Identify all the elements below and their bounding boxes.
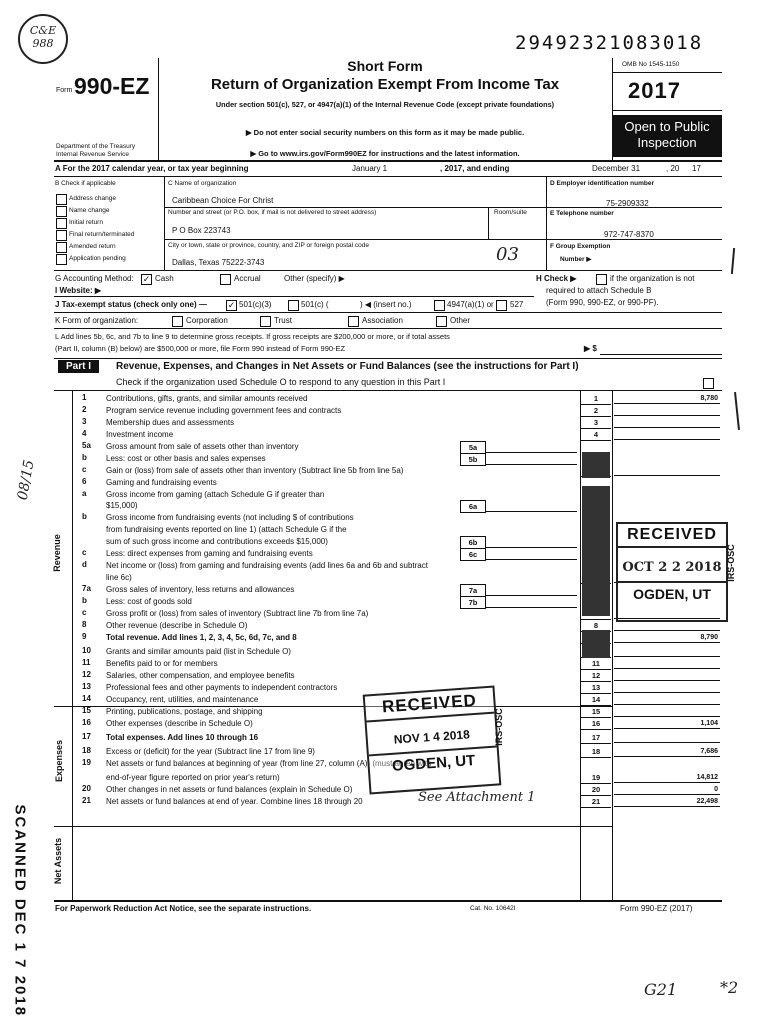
line-number: 3 — [82, 417, 87, 426]
inner-line-box: 6c — [460, 548, 486, 561]
final-return-checkbox[interactable] — [56, 230, 67, 241]
omb-number: OMB No 1545-1150 — [622, 61, 680, 68]
line-row — [54, 500, 722, 512]
line-box-number: 12 — [581, 670, 611, 682]
line-h-label: H Check ▶ — [536, 274, 577, 283]
irs-label: Internal Revenue Service — [56, 151, 129, 158]
line-number: 19 — [82, 758, 91, 767]
inner-line-box: 5a — [460, 441, 486, 454]
footer-form-id: Form 990-EZ (2017) — [620, 904, 693, 913]
other-org-label: Other — [450, 316, 471, 325]
open-to-public-badge — [612, 115, 722, 157]
line-number: c — [82, 465, 87, 474]
initial-return-checkbox[interactable] — [56, 218, 67, 229]
line-number: b — [82, 512, 87, 521]
line-description: Gross income from fundraising events (not including $ of contributions — [106, 513, 354, 522]
initial-return-label: Initial return — [69, 219, 103, 226]
line-description: Gross profit or (loss) from sales of inventory (Subtract line 7b from line 7a) — [106, 609, 369, 618]
tax-year-end-year: 17 — [692, 164, 701, 173]
line-row — [54, 465, 722, 477]
4947-label: 4947(a)(1) or — [447, 300, 494, 309]
line-l-arrow: ▶ $ — [584, 344, 597, 353]
tax-year-end: December 31 — [592, 164, 641, 173]
line-number: 4 — [82, 429, 87, 438]
schedule-b-checkbox[interactable] — [596, 274, 607, 285]
line-number: b — [82, 453, 87, 462]
line-amount-field[interactable] — [614, 646, 720, 657]
line-amount-field[interactable]: 14,812 — [614, 772, 720, 783]
name-change-checkbox[interactable] — [56, 206, 67, 217]
application-pending-checkbox[interactable] — [56, 254, 67, 265]
line-description: Investment income — [106, 430, 174, 439]
line-box-number: 2 — [581, 405, 611, 417]
line-description: Other revenue (describe in Schedule O) — [106, 621, 248, 630]
line-number: 7a — [82, 584, 91, 593]
line-number: 15 — [82, 706, 91, 715]
part-1-title: Revenue, Expenses, and Changes in Net Assets or Fund Balances (see the instructions for Part I) — [116, 361, 579, 372]
line-row — [54, 417, 722, 429]
line-description: Membership dues and assessments — [106, 418, 235, 427]
street-address: P O Box 223743 — [172, 226, 231, 235]
line-description: Net assets or fund balances at end of year. Combine lines 18 through 20 — [106, 797, 363, 806]
line-amount-field[interactable]: 8,790 — [614, 632, 720, 643]
footer-cat-number: Cat. No. 10642I — [470, 905, 516, 912]
line-amount-field[interactable] — [614, 658, 720, 669]
line-amount-field[interactable] — [614, 706, 720, 717]
line-description: sum of such gross income and contributions exceeds $15,000) — [106, 537, 328, 546]
501c3-checkbox[interactable]: ✓ — [227, 300, 236, 310]
line-amount-field[interactable]: 1,104 — [614, 718, 720, 729]
website-label: I Website: ▶ — [55, 286, 102, 295]
527-label: 527 — [510, 300, 524, 309]
line-description: Gross sales of inventory, less returns and allowances — [106, 585, 295, 594]
line-row — [54, 632, 722, 644]
line-a-label: A For the 2017 calendar year, or tax year beginning — [55, 164, 249, 173]
shaded-column-6 — [582, 486, 610, 616]
insert-no-label: ) ◀ (insert no.) — [360, 300, 412, 309]
527-checkbox[interactable] — [496, 300, 507, 311]
form-title: Return of Organization Exempt From Income Tax — [210, 76, 560, 93]
received-stamp-nov-date: NOV 1 4 2018 — [393, 727, 471, 747]
received-stamp-nov-title: RECEIVED — [365, 688, 495, 723]
line-number: 17 — [82, 732, 91, 741]
line-number: 2 — [82, 405, 87, 414]
section-b-title: B Check if applicable — [55, 180, 116, 187]
inner-line-box: 5b — [460, 453, 486, 466]
city-state-zip: Dallas, Texas 75222-3743 — [172, 258, 265, 267]
handwritten-code: 03 — [496, 244, 519, 265]
department-label: Department of the Treasury — [56, 143, 136, 150]
line-description: Contributions, gifts, grants, and similar amounts received — [106, 394, 308, 403]
association-label: Association — [362, 316, 403, 325]
instructions-notice: ▶ Go to www.irs.gov/Form990EZ for instructions and the latest information. — [250, 149, 520, 158]
line-h-text-3: (Form 990, 990-EZ, or 990-PF). — [546, 298, 659, 307]
line-number: 11 — [82, 658, 91, 667]
handwritten-bottom-note-2: *2 — [720, 978, 739, 997]
line-description: Less: cost of goods sold — [106, 597, 192, 606]
name-change-label: Name change — [69, 207, 110, 214]
line-number: 20 — [82, 784, 91, 793]
short-form-label: Short Form — [347, 58, 423, 74]
line-amount-field[interactable]: 22,498 — [614, 796, 720, 807]
line-description: Gross income from gaming (attach Schedule G if greater than — [106, 490, 325, 499]
phone-value: 972-747-8370 — [604, 230, 654, 239]
line-number: 8 — [82, 620, 87, 629]
line-description: Gaming and fundraising events — [106, 478, 217, 487]
line-amount-field[interactable] — [614, 465, 720, 476]
line-description: Less: cost or other basis and sales expenses — [106, 454, 266, 463]
handwritten-attachment-note: See Attachment 1 — [418, 790, 536, 805]
street-label: Number and street (or P.O. box, if mail is not delivered to street address) — [168, 209, 377, 216]
line-description: Professional fees and other payments to independent contractors — [106, 683, 338, 692]
line-number: 18 — [82, 746, 91, 755]
tax-year-end-sep: , 20 — [666, 164, 680, 173]
handwritten-margin-note: 08/15 — [14, 458, 38, 502]
received-stamp-nov-side: IRS-OSC — [493, 708, 504, 746]
part-1-schedule-o-checkbox[interactable] — [703, 378, 714, 389]
corporation-label: Corporation — [186, 316, 228, 325]
4947-checkbox[interactable] — [434, 300, 445, 311]
line-a-mid: , 2017, and ending — [440, 164, 510, 173]
trust-checkbox[interactable] — [260, 316, 271, 327]
line-number: c — [82, 608, 87, 617]
tax-exempt-status-label: J Tax-exempt status (check only one) — — [55, 300, 207, 309]
received-stamp-nov-place: OGDEN, UT — [369, 746, 498, 777]
501c-checkbox[interactable] — [288, 300, 299, 311]
line-box-number: 21 — [581, 796, 611, 808]
line-box-number: 15 — [581, 706, 611, 718]
line-description: Other expenses (describe in Schedule O) — [106, 719, 253, 728]
line-description: Gain or (loss) from sale of assets other than inventory (Subtract line 5b from line 5a) — [106, 466, 404, 475]
line-box-number: 3 — [581, 417, 611, 429]
line-number: 16 — [82, 718, 91, 727]
org-name: Caribbean Choice For Christ — [172, 196, 274, 205]
final-return-label: Final return/terminated — [69, 231, 135, 238]
group-exemption-label: F Group Exemption — [550, 243, 611, 250]
amended-return-checkbox[interactable] — [56, 242, 67, 253]
inner-line-box: 7a — [460, 584, 486, 597]
ein-value: 75-2909332 — [606, 199, 649, 208]
line-row — [54, 441, 722, 453]
line-number: 13 — [82, 682, 91, 691]
line-amount-field[interactable] — [614, 682, 720, 693]
line-description: Printing, publications, postage, and shipping — [106, 707, 263, 716]
corner-stamp — [18, 14, 68, 64]
margin-pen-mark — [731, 248, 735, 274]
cash-label: Cash — [155, 274, 174, 283]
line-l-text-1: L Add lines 5b, 6c, and 7b to line 9 to determine gross receipts. If gross receipts are $200,000 or more, or if total assets — [55, 332, 450, 341]
city-label: City or town, state or province, country, and ZIP or foreign postal code — [168, 242, 369, 249]
line-description: line 6c) — [106, 573, 132, 582]
shaded-inner-5 — [582, 452, 610, 478]
line-description: end-of-year figure reported on prior year's return) — [106, 773, 280, 782]
form-of-org-label: K Form of organization: — [55, 316, 139, 325]
line-number: c — [82, 548, 87, 557]
form-label: Form — [56, 87, 73, 94]
room-suite-label: Room/suite — [494, 209, 527, 216]
line-box-number: 11 — [581, 658, 611, 670]
corner-stamp-text: C&E 988 — [29, 24, 57, 50]
line-amount-field[interactable] — [614, 417, 720, 428]
line-h-text-2: required to attach Schedule B — [546, 286, 652, 295]
line-number: b — [82, 596, 87, 605]
trust-label: Trust — [274, 316, 292, 325]
line-description: Other changes in net assets or fund balances (explain in Schedule O) — [106, 785, 353, 794]
received-stamp-oct-date: OCT 2 2 2018 — [622, 560, 722, 575]
line-number: 12 — [82, 670, 91, 679]
line-l-text-2: (Part II, column (B) below) are $500,000 or more, file Form 990 instead of Form 990-EZ — [55, 344, 346, 353]
line-box-number: 13 — [581, 682, 611, 694]
line-description: Occupancy, rent, utilities, and maintenance — [106, 695, 259, 704]
line-amount-field[interactable]: 8,780 — [614, 393, 720, 404]
line-row — [54, 646, 722, 658]
address-change-label: Address change — [69, 195, 116, 202]
line-box-number: 16 — [581, 718, 611, 730]
line-amount-field[interactable] — [614, 405, 720, 416]
part-1-schedule-o-text: Check if the organization used Schedule O to respond to any question in this Part I — [116, 377, 446, 387]
org-name-label: C Name of organization — [168, 180, 237, 187]
inner-line-box: 6b — [460, 536, 486, 549]
footer-paperwork-notice: For Paperwork Reduction Act Notice, see the separate instructions. — [55, 904, 312, 913]
other-org-checkbox[interactable] — [436, 316, 447, 327]
line-description: Benefits paid to or for members — [106, 659, 218, 668]
line-box-number: 17 — [581, 732, 611, 744]
cash-checkbox[interactable]: ✓ — [142, 274, 151, 284]
received-stamp-oct-side: IRS-OSC — [725, 544, 736, 582]
line-box-number: 18 — [581, 746, 611, 758]
line-number: 5a — [82, 441, 91, 450]
line-description: Gross amount from sale of assets other than inventory — [106, 442, 299, 451]
phone-label: E Telephone number — [550, 210, 614, 217]
line-number: 6 — [82, 477, 87, 486]
received-stamp-oct-title: RECEIVED — [618, 524, 726, 548]
line-row — [54, 453, 722, 465]
line-description: from fundraising events reported on line 1) (attach Schedule G if the — [106, 525, 347, 534]
part-1-tag: Part I — [58, 360, 99, 373]
line-row — [54, 405, 722, 417]
line-description: Salaries, other compensation, and employee benefits — [106, 671, 295, 680]
line-number: 14 — [82, 694, 91, 703]
group-exemption-number-label: Number ▶ — [560, 256, 592, 263]
line-row — [54, 670, 722, 682]
line-description: Less: direct expenses from gaming and fundraising events — [106, 549, 313, 558]
ssn-notice: ▶ Do not enter social security numbers on this form as it may be made public. — [245, 128, 525, 137]
501c-label: 501(c) ( — [301, 300, 329, 309]
open-to-public-text: Open to Public Inspection — [624, 119, 710, 150]
line-amount-field[interactable]: 0 — [614, 784, 720, 795]
expenses-side-label: Expenses — [54, 739, 65, 783]
received-stamp-nov — [363, 686, 502, 795]
inner-line-box: 6a — [460, 500, 486, 513]
line-number: 10 — [82, 646, 91, 655]
margin-pen-mark-2 — [734, 392, 740, 430]
line-amount-field[interactable] — [614, 694, 720, 705]
line-box-number: 4 — [581, 429, 611, 441]
line-number: a — [82, 489, 87, 498]
accounting-method-label: G Accounting Method: — [55, 274, 134, 283]
handwritten-bottom-note-1: G21 — [644, 980, 678, 999]
line-box-number: 14 — [581, 694, 611, 706]
line-description: Net assets or fund balances at beginning of year (from line 27, column (A)) (must agree with — [106, 759, 432, 768]
line-row — [54, 429, 722, 441]
accrual-label: Accrual — [234, 274, 261, 283]
line-amount-field[interactable]: 7,686 — [614, 746, 720, 757]
received-stamp-oct — [616, 522, 728, 622]
line-row — [54, 796, 722, 808]
line-box-number: 20 — [581, 784, 611, 796]
line-description: Total expenses. Add lines 10 through 16 — [106, 733, 259, 742]
line-amount-field[interactable] — [614, 732, 720, 743]
address-change-checkbox[interactable] — [56, 194, 67, 205]
line-row — [54, 477, 722, 489]
net-assets-side-label: Net Assets — [53, 837, 64, 885]
application-pending-label: Application pending — [69, 255, 126, 262]
501c3-label: 501(c)(3) — [239, 300, 272, 309]
form-number: 990-EZ — [74, 73, 150, 99]
line-box-number: 8 — [581, 620, 611, 632]
line-amount-field[interactable] — [614, 670, 720, 681]
line-number: 1 — [82, 393, 87, 402]
line-box-number: 1 — [581, 393, 611, 405]
inner-line-box: 7b — [460, 596, 486, 609]
line-number: 9 — [82, 632, 87, 641]
accrual-checkbox[interactable] — [220, 274, 231, 285]
line-amount-field[interactable] — [614, 429, 720, 440]
revenue-side-label: Revenue — [51, 534, 62, 572]
corporation-checkbox[interactable] — [172, 316, 183, 327]
line-h-text: if the organization is not — [610, 274, 695, 283]
scanned-stamp: SCANNED DEC 1 7 2018 — [11, 804, 29, 1018]
other-method-label: Other (specify) ▶ — [284, 274, 345, 283]
line-row — [54, 658, 722, 670]
line-description: Program service revenue including government fees and contracts — [106, 406, 342, 415]
line-number: d — [82, 560, 87, 569]
line-description: $15,000) — [106, 501, 138, 510]
line-row — [54, 393, 722, 405]
line-description: Grants and similar amounts paid (list in Schedule O) — [106, 647, 291, 656]
document-locator-number: 29492321083018 — [515, 32, 704, 54]
amended-return-label: Amended return — [69, 243, 116, 250]
association-checkbox[interactable] — [348, 316, 359, 327]
line-description: Total revenue. Add lines 1, 2, 3, 4, 5c, 6d, 7c, and 8 — [106, 633, 297, 642]
received-stamp-oct-place: OGDEN, UT — [618, 581, 726, 602]
tax-year-begin: January 1 — [352, 164, 388, 173]
form-subtitle: Under section 501(c), 527, or 4947(a)(1) of the Internal Revenue Code (except private foundations) — [215, 100, 555, 109]
tax-year: 2017 — [628, 78, 681, 103]
line-number: 21 — [82, 796, 91, 805]
line-box-number: 19 — [581, 772, 611, 784]
line-description: Net income or (loss) from gaming and fundraising events (add lines 6a and 6b and subtract — [106, 561, 428, 570]
shaded-inner-7 — [582, 630, 610, 658]
ein-label: D Employer identification number — [550, 180, 655, 187]
line-description: Excess or (deficit) for the year (Subtract line 17 from line 9) — [106, 747, 315, 756]
